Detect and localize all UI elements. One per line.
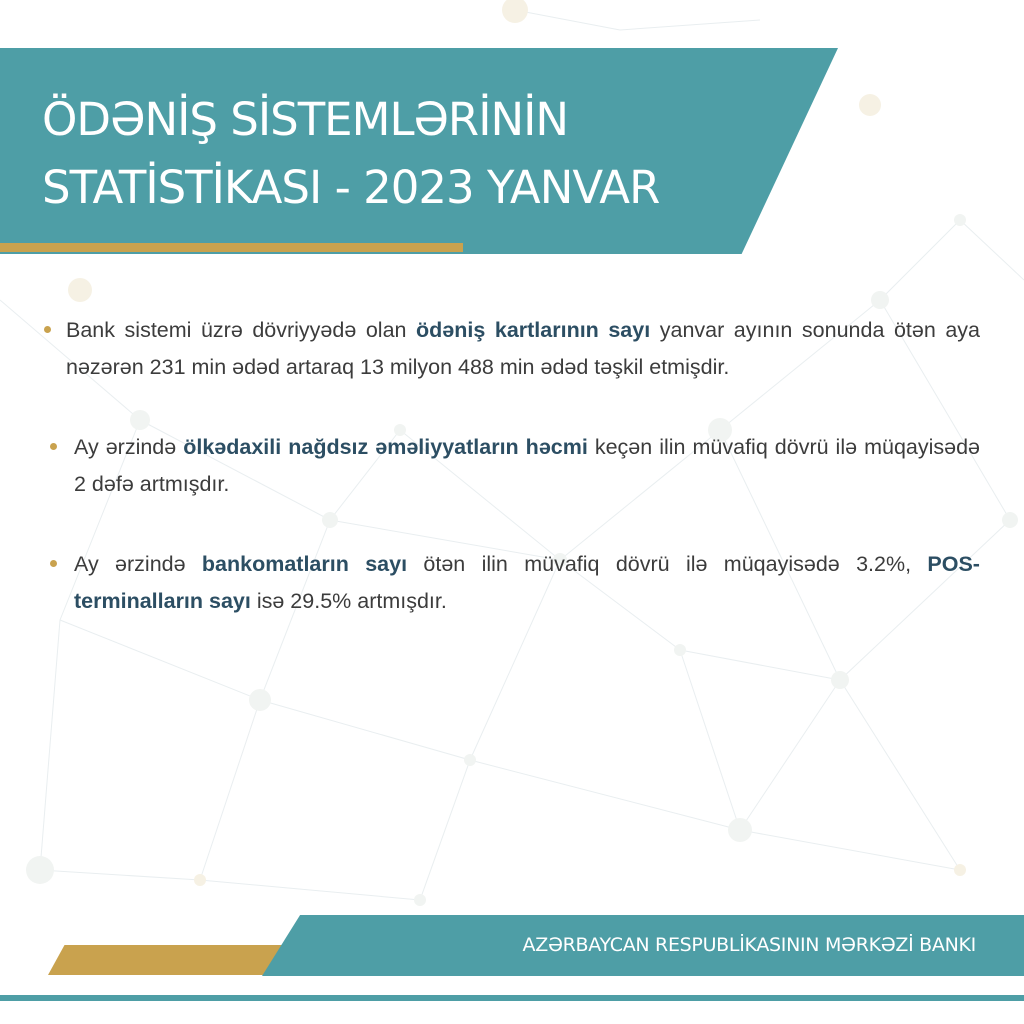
bullet-text <box>44 429 980 503</box>
page-title <box>42 86 659 222</box>
bullet-text-pre: Ay ərzində <box>74 552 202 576</box>
bullet-item-atm-pos <box>44 546 980 620</box>
title-line-2: STATİSTİKASI - 2023 YANVAR <box>42 161 660 214</box>
bullet-text <box>44 546 980 620</box>
title-line-1: ÖDƏNİŞ SİSTEMLƏRİNİN <box>42 93 569 146</box>
footer-org-name: AZƏRBAYCAN RESPUBLİKASININ MƏRKƏZİ BANKI <box>522 934 976 956</box>
bullet-text-post: yanvar ayının sonunda ötən aya nəzərən 231 min ədəd artaraq 13 milyon 488 min ədəd təşkil etmişdir. <box>66 318 980 379</box>
bullet-dot-icon <box>50 443 57 450</box>
title-accent-bar <box>0 243 463 252</box>
bullet-text-bold: bankomatların sayı <box>201 552 408 576</box>
bullet-text-post: keçən ilin müvafiq dövrü ilə müqayisədə 2 dəfə artmışdır. <box>74 435 981 496</box>
bullet-dot-icon <box>44 326 51 333</box>
bullet-item-cards <box>44 312 980 386</box>
bullet-text-post: isə 29.5% artmışdır. <box>250 589 447 613</box>
footer-divider-line <box>0 995 1024 1001</box>
bullet-text-mid: ötən ilin müvafiq dövrü ilə müqayisədə 3.2%, <box>407 552 928 576</box>
bullet-text <box>44 312 980 386</box>
bullet-text-bold: ödəniş kartlarının sayı <box>416 318 651 342</box>
bullet-text-bold-2: POS-terminalların sayı <box>74 552 980 613</box>
bullet-dot-icon <box>50 560 57 567</box>
footer-gold-stripe <box>48 945 284 975</box>
bullet-text-bold: ölkədaxili nağdsız əməliyyatların həcmi <box>183 435 588 459</box>
bullet-item-cashless <box>44 429 980 503</box>
bullet-text-pre: Bank sistemi üzrə dövriyyədə olan <box>66 318 417 342</box>
bullet-text-pre: Ay ərzində <box>74 435 184 459</box>
bullet-list <box>44 312 980 620</box>
